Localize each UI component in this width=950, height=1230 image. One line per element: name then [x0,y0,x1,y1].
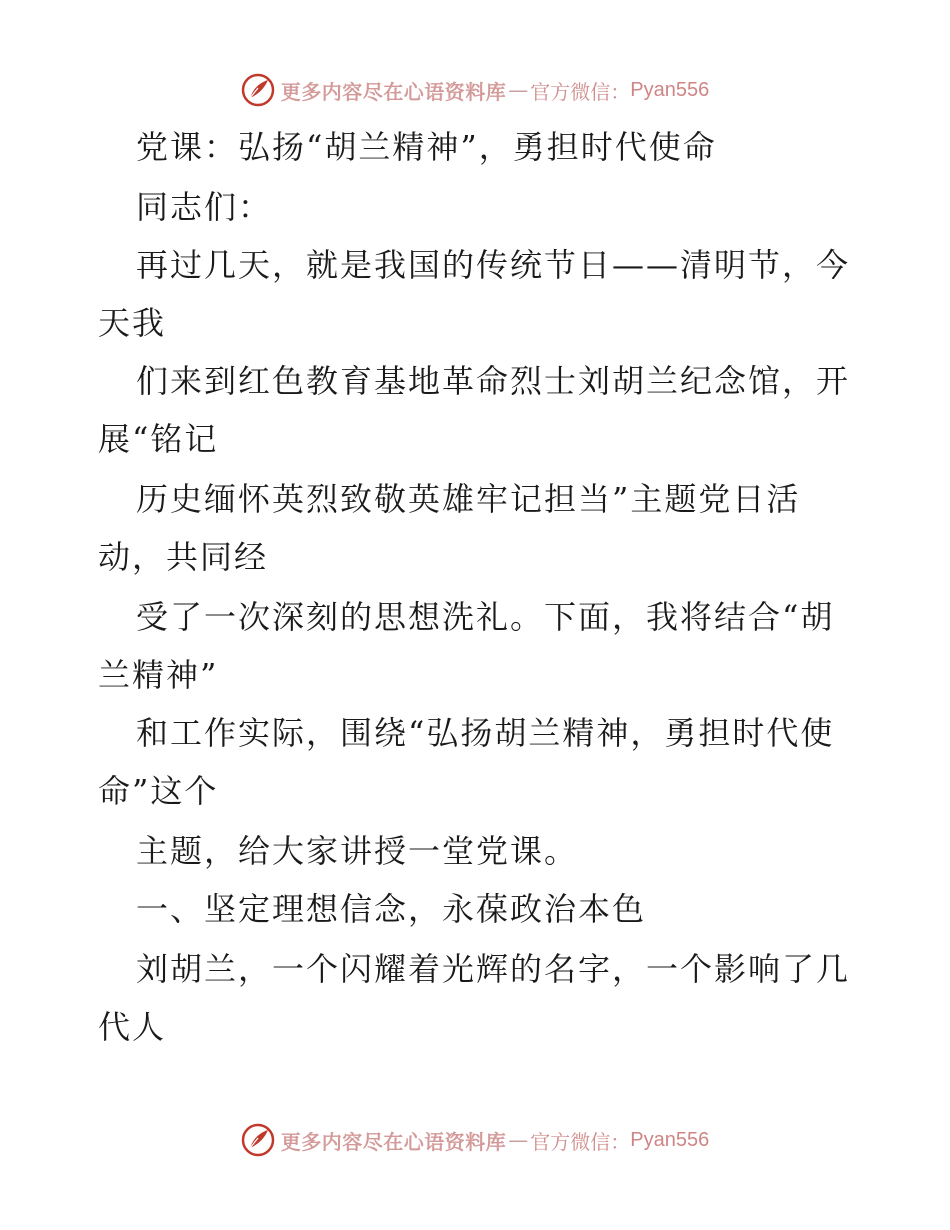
feather-pen-logo-icon [241,73,275,107]
banner-wechat-id: Pyan556 [630,1128,710,1151]
banner-wechat-id: Pyan556 [630,78,710,101]
banner-text: 更多内容尽在心语资料库 [280,79,507,104]
banner-separator: — [508,78,529,102]
banner-text: 更多内容尽在心语资料库 [280,1129,507,1154]
text-line: 动，共同经 [98,538,269,576]
salutation: 同志们： [136,188,273,226]
header-banner [0,70,950,110]
banner-wechat-label: 官方微信： [530,79,631,104]
text-line: 受了一次深刻的思想洗礼。下面，我将结合“胡 [136,598,835,636]
text-line: 刘胡兰，一个闪耀着光辉的名字，一个影响了几 [136,950,851,988]
banner-wechat-label: 官方微信： [530,1129,631,1154]
text-line: 命”这个 [98,772,219,810]
feather-pen-logo-icon [241,1123,275,1157]
text-line: 代人 [98,1008,167,1046]
text-line: 天我 [98,304,167,342]
footer-banner [0,1120,950,1160]
document-title: 党课：弘扬“胡兰精神”，勇担时代使命 [136,128,717,166]
text-line: 展“铭记 [98,420,219,458]
text-line: 再过几天，就是我国的传统节日——清明节，今 [136,246,851,284]
section-heading: 一、坚定理想信念，永葆政治本色 [136,890,647,928]
text-line: 兰精神” [98,656,219,694]
text-line: 们来到红色教育基地革命烈士刘胡兰纪念馆，开 [136,362,851,400]
banner-separator: — [508,1128,529,1152]
text-line: 主题，给大家讲授一堂党课。 [136,832,579,870]
text-line: 和工作实际，围绕“弘扬胡兰精神，勇担时代使 [136,714,835,752]
text-line: 历史缅怀英烈致敬英雄牢记担当”主题党日活 [136,480,801,518]
